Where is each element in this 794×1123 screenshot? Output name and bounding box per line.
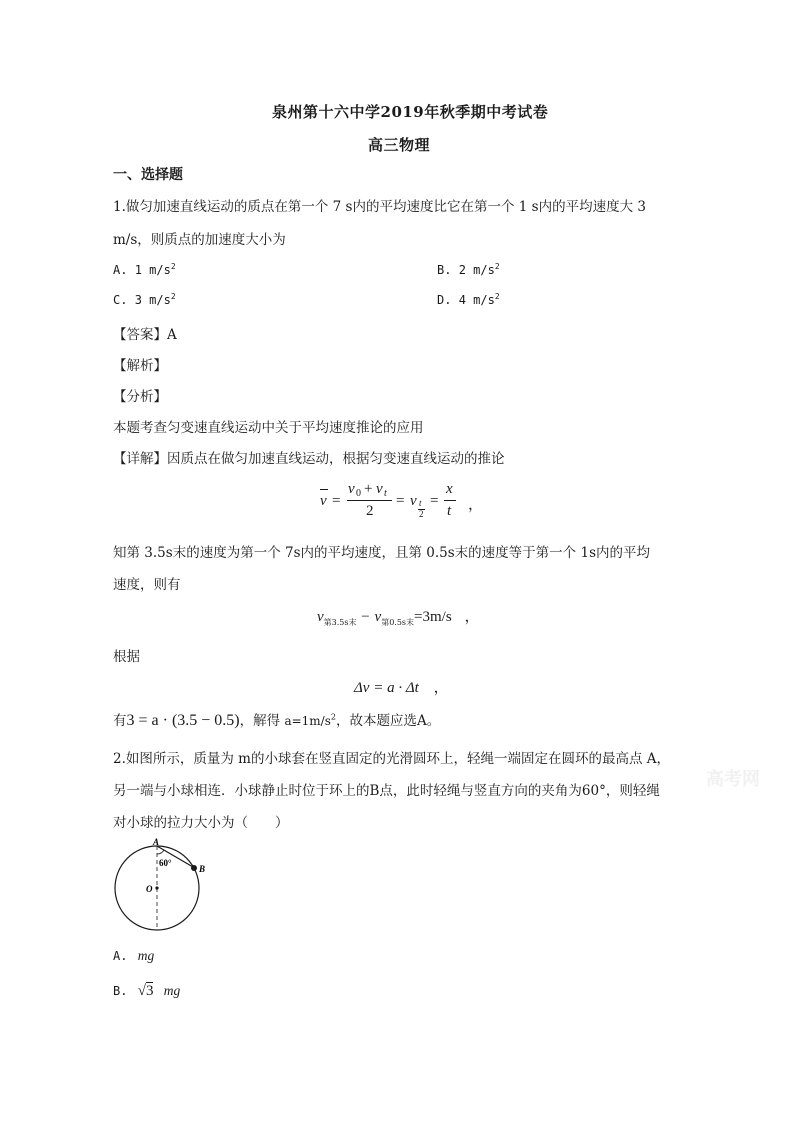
option-value: 3 m/s	[134, 293, 171, 307]
q2-option-b	[113, 983, 180, 1000]
option-letter: D.	[437, 293, 452, 307]
q1-text-line2: m/s，则质点的加速度大小为	[113, 232, 286, 248]
sqrt-sign: √	[137, 983, 146, 999]
circle-ring-figure	[112, 836, 216, 934]
option-value: 1 m/s	[134, 263, 171, 277]
final-equation: 3 = a · (3.5 − 0.5)	[126, 712, 240, 729]
section-heading: 一、选择题	[113, 167, 183, 183]
formula-delta-v	[354, 676, 449, 697]
sub-0: 0	[356, 488, 361, 499]
option-sup: 2	[494, 292, 500, 301]
v-half: v	[410, 493, 417, 509]
eq-sign: =	[430, 493, 439, 509]
t-den: t	[447, 503, 452, 519]
denominator: 2	[366, 503, 374, 519]
q1-genju: 根据	[113, 649, 140, 665]
formula-velocity-difference	[317, 605, 479, 626]
label-o: O	[146, 884, 153, 894]
sub-0-5: 第0.5s末	[381, 618, 415, 627]
q1-option-c	[113, 292, 176, 307]
label-b: B	[199, 864, 206, 874]
option-value: 2 m/s	[458, 263, 495, 277]
q1-fenxi-tag: 【分析】	[113, 389, 167, 405]
option-value: mg	[163, 983, 181, 998]
q2-line3: 对小球的拉力大小为（ ）	[113, 815, 289, 831]
final-sup: 2	[330, 712, 336, 722]
q1-option-b	[437, 262, 500, 277]
ball-b	[191, 865, 197, 871]
option-letter: C.	[113, 293, 128, 307]
minus-sign: −	[361, 609, 370, 625]
label-angle: 60°	[159, 858, 172, 868]
final-result: a=1m/s	[284, 714, 331, 728]
fraction-bar	[444, 500, 456, 501]
v-bar: v	[320, 493, 327, 509]
v0: v	[348, 481, 355, 497]
page-title: 泉州第十六中学2019年秋季期中考试卷	[272, 103, 549, 121]
sub-3-5: 第3.5s末	[323, 618, 357, 627]
option-letter: A.	[113, 949, 128, 963]
option-letter: A.	[113, 263, 128, 277]
fraction-bar	[347, 500, 392, 501]
final-tail: ，故本题应选A。	[335, 713, 441, 729]
q2-line2: 另一端与小球相连．小球静止时位于环上的B点，此时轻绳与竖直方向的夹角为60°，则轻绳	[113, 783, 660, 799]
formula-average-velocity	[320, 480, 484, 525]
q1-know-line1: 知第 3.5s末的速度为第一个 7s内的平均速度，且第 0.5s末的速度等于第一个 1s内的平均	[113, 545, 650, 561]
final-mid: ，解得	[239, 713, 285, 729]
delta-v-eq: Δv = a · Δt	[354, 680, 419, 696]
q1-answer: 【答案】A	[113, 327, 177, 343]
q1-analysis-tag: 【解析】	[113, 358, 167, 374]
q1-final-line	[113, 709, 440, 730]
q2-option-a	[113, 948, 154, 964]
option-letter: B.	[113, 984, 128, 998]
q1-know-line2: 速度，则有	[113, 577, 181, 593]
x-num: x	[446, 481, 453, 497]
vt: v	[376, 481, 383, 497]
sub-t: t	[384, 488, 387, 499]
comma: ，	[464, 609, 480, 625]
v-term: v	[374, 609, 382, 625]
page-subtitle: 高三物理	[368, 136, 431, 154]
q1-fenxi-text: 本题考查匀变速直线运动中关于平均速度推论的应用	[113, 420, 424, 436]
q1-text-line1: 1.做匀加速直线运动的质点在第一个 7 s内的平均速度比它在第一个 1 s内的平均速度大 3	[113, 199, 646, 215]
watermark: 高考网	[706, 769, 760, 790]
label-a: A	[153, 837, 160, 847]
option-letter: B.	[437, 263, 452, 277]
option-sup: 2	[170, 292, 176, 301]
option-sup: 2	[494, 262, 500, 271]
angle-arc	[157, 850, 164, 854]
q1-option-d	[437, 292, 500, 307]
center-point	[155, 886, 158, 889]
sub-t-top: t	[419, 498, 422, 508]
option-value: 4 m/s	[458, 293, 495, 307]
option-sup: 2	[170, 262, 176, 271]
option-value: mg	[137, 948, 155, 963]
q2-line1: 2.如图所示，质量为 m的小球套在竖直固定的光滑圆环上，轻绳一端固定在圆环的最高点 A，	[113, 751, 671, 767]
rhs: =3m/s	[414, 609, 452, 625]
bar-mark	[320, 489, 328, 490]
sub-2-bot: 2	[419, 509, 424, 519]
sqrt-radicand: 3	[145, 983, 154, 999]
q1-detail: 【详解】因质点在做匀加速直线运动，根据匀变速直线运动的推论	[113, 451, 505, 467]
final-prefix: 有	[113, 713, 127, 729]
eq-sign: =	[396, 493, 405, 509]
plus-sign: +	[364, 481, 373, 497]
q1-option-a	[113, 262, 176, 277]
comma: ，	[433, 680, 449, 696]
v-term: v	[317, 609, 324, 625]
comma: ，	[468, 497, 484, 513]
eq-sign: =	[332, 493, 341, 509]
